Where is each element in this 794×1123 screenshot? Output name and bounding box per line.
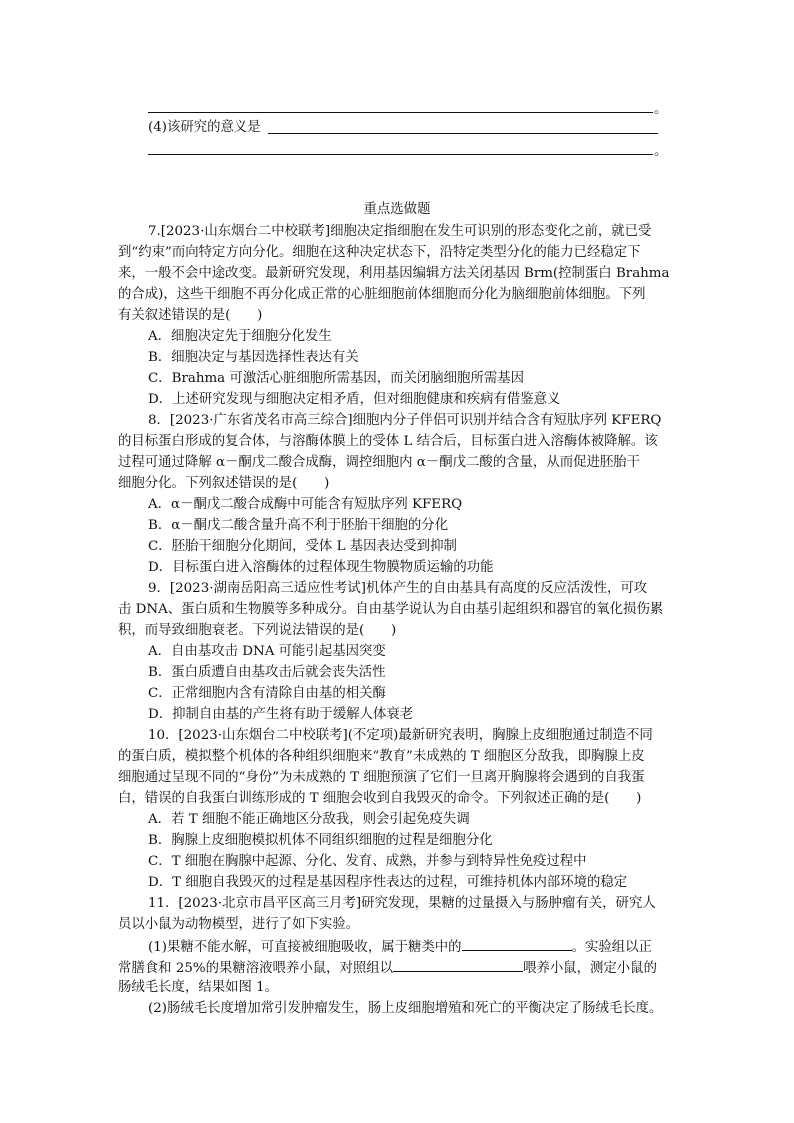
q10-line: 白，错误的自我蛋白训练形成的 T 细胞会收到自我毁灭的命令。下列叙述正确的是( ) xyxy=(118,791,642,806)
q10-option[interactable]: D．T 细胞自我毁灭的过程是基因程序性表达的过程，可维持机体内部环境的稳定 xyxy=(148,875,628,890)
q11-line: 肠绒毛长度，结果如图 1。 xyxy=(118,980,279,995)
q10-line: 细胞通过呈现不同的“身份”为未成熟的 T 细胞预演了它们一旦离开胸腺将会遇到的自我蛋 xyxy=(118,770,645,785)
q7-line: 到“约束”而向特定方向分化。细胞在这种决定状态下，沿特定类型分化的能力已经稳定下 xyxy=(118,245,641,260)
q9-option[interactable]: D．抑制自由基的产生将有助于缓解人体衰老 xyxy=(148,707,414,722)
q11-part1-text-end: 。实验组以正 xyxy=(571,940,652,955)
q8-option[interactable]: C．胚胎干细胞分化期间，受体 L 基因表达受到抑制 xyxy=(148,539,457,554)
q11-part2-text-end: 喂养小鼠，测定小鼠的 xyxy=(523,961,657,976)
q7-option[interactable]: C．Brahma 可激活心脏细胞所需基因，而关闭脑细胞所需基因 xyxy=(148,371,525,386)
q8-option[interactable]: B．α－酮戊二酸含量升高不利于胚胎干细胞的分化 xyxy=(148,518,449,533)
q11-line: (2)肠绒毛长度增加常引发肿瘤发生，肠上皮细胞增殖和死亡的平衡决定了肠绒毛长度。 xyxy=(148,1001,663,1016)
answer-blank-line[interactable] xyxy=(148,112,653,113)
q10-option[interactable]: B．胸腺上皮细胞模拟机体不同组织细胞的过程是细胞分化 xyxy=(148,833,493,848)
q11-line: 11．[2023·北京市昌平区高三月考]研究发现，果糖的过量摄入与肠肿瘤有关，研究人 xyxy=(148,896,656,911)
end-mark: 。 xyxy=(654,144,668,159)
q8-option[interactable]: D．目标蛋白进入溶酶体的过程体现生物膜物质运输的功能 xyxy=(148,560,494,575)
answer-blank-line[interactable] xyxy=(148,154,653,155)
q7-line: 来，一般不会中途改变。最新研究发现，利用基因编辑方法关闭基因 Brm(控制蛋白 Brahma xyxy=(118,266,670,281)
q11-part2-text: 常膳食和 25%的果糖溶液喂养小鼠，对照组以 xyxy=(118,961,394,976)
q8-line: 细胞分化。下列叙述错误的是( ) xyxy=(118,476,330,491)
q11-part1-text: (1)果糖不能水解，可直接被细胞吸收，属于糖类中的 xyxy=(148,940,462,955)
section-title: 重点选做题 xyxy=(363,202,431,217)
q10-line: 10．[2023·山东烟台二中校联考](不定项)最新研究表明，胸腺上皮细胞通过制造不同 xyxy=(148,728,653,743)
q7-option[interactable]: D．上述研究发现与细胞决定相矛盾，但对细胞健康和疾病有借鉴意义 xyxy=(148,392,561,407)
q10-option[interactable]: A．若 T 细胞不能正确地区分敌我，则会引起免疫失调 xyxy=(148,812,470,827)
q9-line: 积，而导致细胞衰老。下列说法错误的是( ) xyxy=(118,623,397,638)
q8-option[interactable]: A．α－酮戊二酸合成酶中可能含有短肽序列 KFERQ xyxy=(148,497,463,512)
q7-option[interactable]: A．细胞决定先于细胞分化发生 xyxy=(148,329,332,344)
q7-option[interactable]: B．细胞决定与基因选择性表达有关 xyxy=(148,350,359,365)
q9-option[interactable]: A．自由基攻击 DNA 可能引起基因突变 xyxy=(148,644,386,659)
q9-line: 9．[2023·湖南岳阳高三适应性考试]机体产生的自由基具有高度的反应活泼性，可攻 xyxy=(148,581,648,596)
q8-line: 8．[2023·广东省茂名市高三综合]细胞内分子伴侣可识别并结合含有短肽序列 KFERQ xyxy=(148,413,662,428)
end-mark: 。 xyxy=(654,102,668,117)
q11-line: 员以小鼠为动物模型，进行了如下实验。 xyxy=(118,917,360,932)
q10-option[interactable]: C．T 细胞在胸腺中起源、分化、发育、成熟，并参与到特异性免疫过程中 xyxy=(148,854,587,869)
q9-line: 击 DNA、蛋白质和生物膜等多种成分。自由基学说认为自由基引起组织和器官的氧化损伤累 xyxy=(118,602,664,617)
q8-line: 过程可通过降解 α－酮戊二酸合成酶，调控细胞内 α－酮戊二酸的含量，从而促进胚胎干 xyxy=(118,455,641,470)
q7-line: 有关叙述错误的是( ) xyxy=(118,308,263,323)
q9-option[interactable]: C．正常细胞内含有清除自由基的相关酶 xyxy=(148,686,386,701)
q9-option[interactable]: B．蛋白质遭自由基攻击后就会丧失活性 xyxy=(148,665,386,680)
answer-blank-inline[interactable] xyxy=(462,936,572,951)
q8-line: 的目标蛋白形成的复合体，与溶酶体膜上的受体 L 结合后，目标蛋白进入溶酶体被降解。该 xyxy=(118,434,658,449)
answer-blank-inline[interactable] xyxy=(393,957,523,972)
q7-line: 的合成)，这些干细胞不再分化成正常的心脏细胞前体细胞而分化为脑细胞前体细胞。下列 xyxy=(118,287,646,302)
q4-label: (4)该研究的意义是 xyxy=(148,120,261,135)
q7-line: 7.[2023·山东烟台二中校联考]细胞决定指细胞在发生可识别的形态变化之前，就已受 xyxy=(148,224,652,239)
q10-line: 的蛋白质，模拟整个机体的各种组织细胞来“教育”未成熟的 T 细胞区分敌我，即胸腺上皮 xyxy=(118,749,645,764)
q11-part2-line xyxy=(118,957,657,979)
q11-part1-line xyxy=(148,936,652,958)
answer-blank-line[interactable] xyxy=(268,133,658,134)
